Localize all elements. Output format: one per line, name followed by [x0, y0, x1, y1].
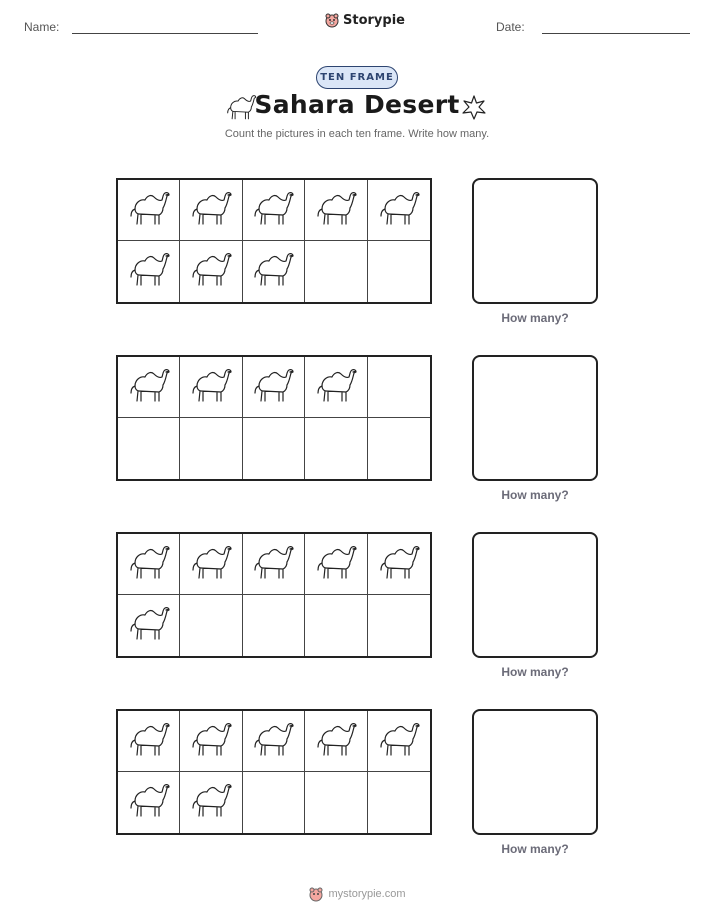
ten-frame-cell — [305, 180, 367, 241]
ten-frame-cell — [368, 241, 430, 302]
camel-icon — [313, 719, 359, 764]
brand-logo — [324, 12, 405, 28]
ten-frame-cell — [243, 241, 305, 302]
camel-icon — [376, 719, 422, 764]
ten-frame-cell — [243, 772, 305, 833]
ten-frame-cell — [305, 534, 367, 595]
camel-icon — [126, 780, 172, 825]
camel-icon — [376, 542, 422, 587]
name-label: Name: — [24, 20, 60, 34]
ten-frame-cell — [118, 772, 180, 833]
ten-frame-cell — [180, 357, 242, 418]
camel-icon — [126, 188, 172, 233]
worksheet-title: Sahara Desert — [254, 90, 460, 119]
camel-icon — [126, 603, 172, 648]
ten-frame-cell — [243, 595, 305, 656]
camel-icon — [188, 188, 234, 233]
ten-frame-cell — [305, 711, 367, 772]
footer-site[interactable]: mystorypie.com — [328, 888, 406, 900]
ten-frame — [116, 709, 432, 835]
ten-frame-cell — [305, 241, 367, 302]
ten-frame-cell — [368, 418, 430, 479]
answer-box[interactable] — [472, 355, 598, 481]
date-line[interactable] — [542, 33, 690, 34]
camel-icon — [250, 719, 296, 764]
ten-frame-cell — [118, 595, 180, 656]
ten-frame-cell — [305, 418, 367, 479]
camel-icon — [126, 249, 172, 294]
camel-icon — [313, 365, 359, 410]
camel-icon — [376, 188, 422, 233]
ten-frame-cell — [368, 595, 430, 656]
ten-frame-cell — [180, 595, 242, 656]
ten-frame-cell — [118, 241, 180, 302]
ten-frame-cell — [180, 241, 242, 302]
ten-frame — [116, 355, 432, 481]
ten-frame-cell — [368, 534, 430, 595]
camel-icon — [188, 365, 234, 410]
ten-frame-cell — [118, 711, 180, 772]
camel-icon — [250, 249, 296, 294]
star-icon — [460, 94, 488, 120]
ten-frame-cell — [118, 418, 180, 479]
camel-icon — [126, 542, 172, 587]
ten-frame-cell — [305, 595, 367, 656]
date-label: Date: — [496, 20, 525, 34]
ten-frame-cell — [243, 418, 305, 479]
ten-frame-cell — [368, 180, 430, 241]
camel-icon — [313, 542, 359, 587]
name-line[interactable] — [72, 33, 258, 34]
ten-frame-cell — [118, 180, 180, 241]
how-many-label: How many? — [501, 665, 569, 679]
ten-frame-cell — [180, 418, 242, 479]
camel-icon — [188, 542, 234, 587]
ten-frame-cell — [243, 357, 305, 418]
camel-icon — [126, 365, 172, 410]
ten-frame-cell — [118, 357, 180, 418]
answer-box[interactable] — [472, 709, 598, 835]
ten-frame-badge: TEN FRAME — [316, 66, 398, 89]
ten-frame-cell — [305, 357, 367, 418]
ten-frame-cell — [180, 534, 242, 595]
ten-frame-cell — [243, 534, 305, 595]
camel-icon — [188, 249, 234, 294]
ten-frame-cell — [305, 772, 367, 833]
how-many-label: How many? — [501, 488, 569, 502]
answer-box[interactable] — [472, 178, 598, 304]
ten-frame-cell — [243, 180, 305, 241]
ten-frame-cell — [368, 711, 430, 772]
camel-icon — [250, 188, 296, 233]
answer-box[interactable] — [472, 532, 598, 658]
camel-icon — [250, 365, 296, 410]
instructions: Count the pictures in each ten frame. Write how many. — [224, 128, 490, 140]
ten-frame-cell — [118, 534, 180, 595]
camel-icon — [313, 188, 359, 233]
camel-icon — [188, 719, 234, 764]
brand-name: Storypie — [343, 12, 405, 28]
ten-frame-cell — [180, 711, 242, 772]
ten-frame-cell — [368, 772, 430, 833]
ten-frame-cell — [180, 772, 242, 833]
ten-frame-cell — [180, 180, 242, 241]
ten-frame — [116, 532, 432, 658]
how-many-label: How many? — [501, 842, 569, 856]
storypie-mascot-icon — [324, 12, 340, 28]
how-many-label: How many? — [501, 311, 569, 325]
ten-frame — [116, 178, 432, 304]
storypie-mascot-icon — [308, 886, 324, 902]
camel-icon — [126, 719, 172, 764]
ten-frame-cell — [368, 357, 430, 418]
footer — [0, 886, 714, 902]
ten-frame-cell — [243, 711, 305, 772]
camel-icon — [250, 542, 296, 587]
camel-icon — [188, 780, 234, 825]
